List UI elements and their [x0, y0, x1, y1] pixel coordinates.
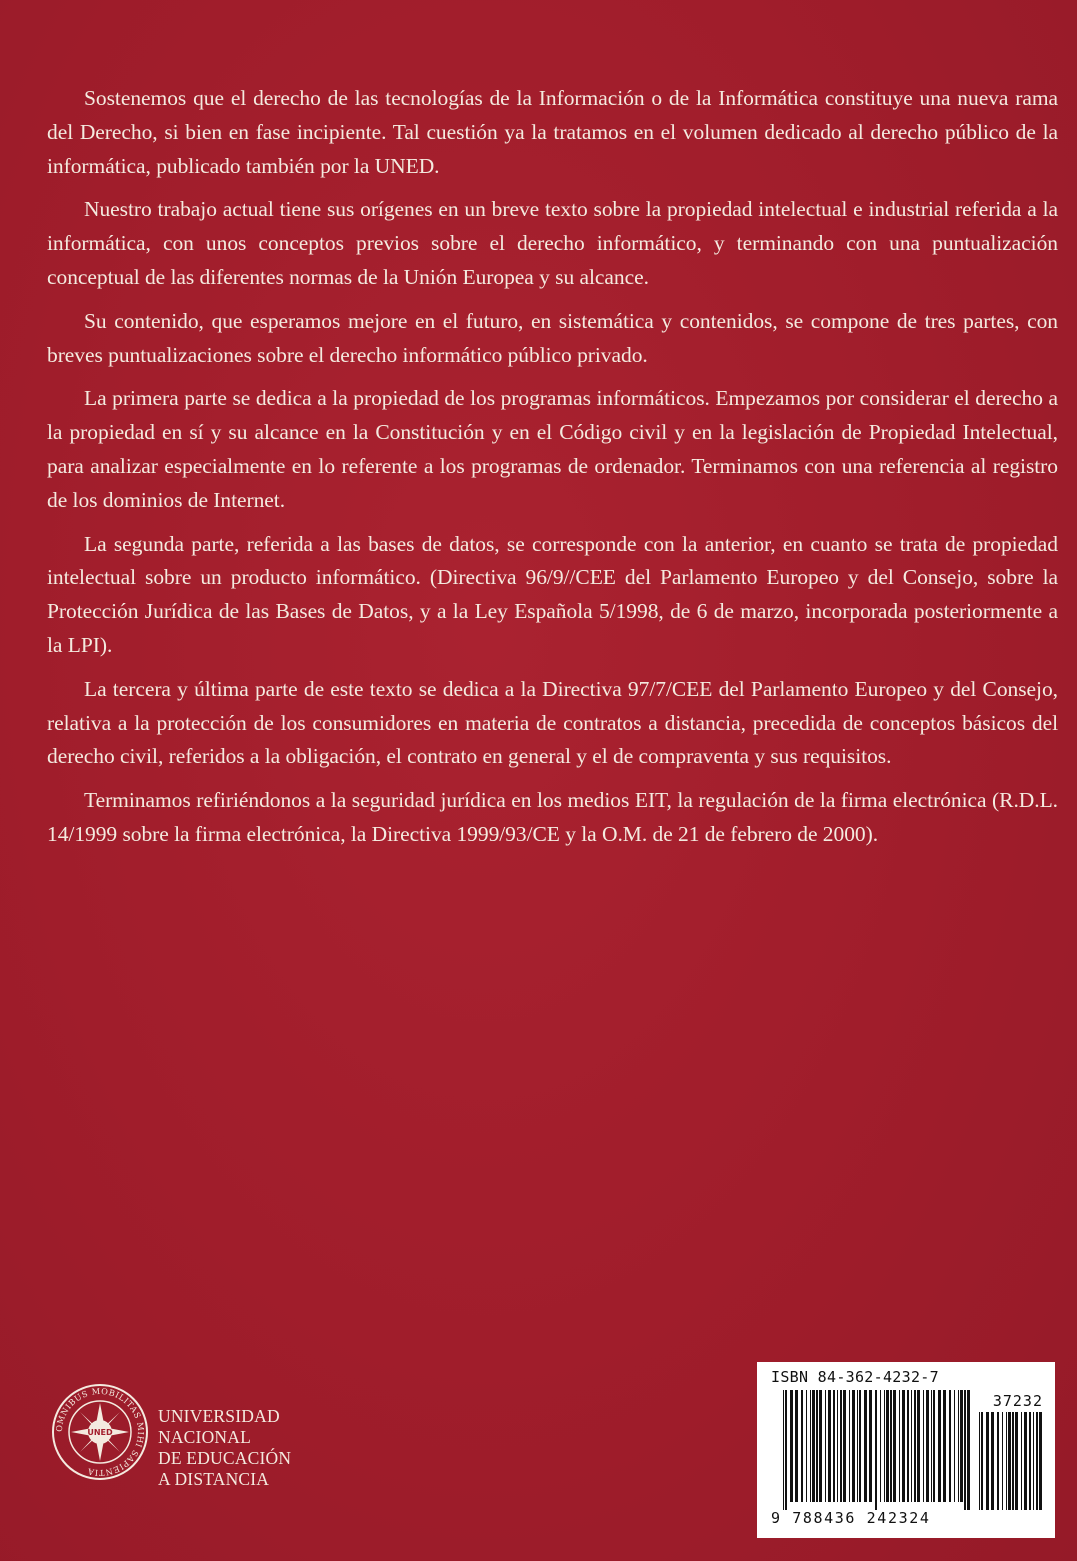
blurb-text — [47, 82, 1058, 862]
barcode-bar — [890, 1390, 892, 1502]
barcode-bar — [926, 1390, 929, 1502]
barcode-bar — [958, 1390, 959, 1502]
barcode-bar — [810, 1390, 811, 1502]
barcode-bar — [880, 1390, 881, 1502]
barcode-bar — [884, 1390, 885, 1502]
barcode-bar — [886, 1390, 889, 1502]
blurb-paragraph-3: Su contenido, que esperamos mejore en el futuro, en sistemática y contenidos, se compone de tres partes, con breves puntualizaciones sobre el derecho informático público privado. — [47, 308, 1058, 367]
barcode-bar — [1006, 1412, 1007, 1510]
blurb-paragraph-4: La primera parte se dedica a la propiedad de los programas informáticos. Empezamos por considerar el derecho a la propiedad en sí y su alcance en la Constitución y en el Código civil y en la legislación de Propiedad Intelectual, para analizar especialmente en lo referente a los programas de ordenador. Terminamos con una referencia al registro de los dominios de Internet. — [47, 386, 1058, 512]
barcode-bar — [864, 1390, 867, 1502]
barcode-bar — [1002, 1412, 1003, 1510]
barcode-bar — [790, 1390, 793, 1502]
barcode-bar — [914, 1390, 916, 1502]
blurb-paragraph-6: La tercera y última parte de este texto se dedica a la Directiva 97/7/CEE del Parlamento Europeo y del Consejo, relativa a la protección de los consumidores en materia de contratos a distancia, precedida de conceptos básicos del derecho civil, referidos a la obligación, el contrato en general y el de compraventa y sus requisitos. — [47, 676, 1058, 769]
barcode-bar — [837, 1390, 838, 1502]
barcode-bar — [869, 1390, 872, 1502]
barcode-addon-digits: 37232 — [992, 1392, 1043, 1410]
barcode-bar — [1039, 1412, 1042, 1510]
barcode-bar — [954, 1390, 955, 1502]
barcode-bar — [938, 1390, 941, 1502]
barcode-bar — [917, 1390, 920, 1502]
barcode-bar — [783, 1390, 784, 1510]
barcode-bar — [943, 1390, 946, 1502]
barcode-bar — [1015, 1412, 1018, 1510]
barcode-bar — [857, 1390, 858, 1502]
barcode-bar — [840, 1390, 842, 1502]
publisher-name — [158, 1406, 291, 1490]
barcode-bar — [812, 1390, 815, 1502]
publisher-line-4: A DISTANCIA — [158, 1469, 270, 1489]
barcode-bar — [875, 1390, 877, 1510]
barcode-bar — [828, 1390, 831, 1502]
barcode-bar — [1008, 1412, 1011, 1510]
publisher-logo — [50, 1382, 330, 1502]
barcode-bar — [852, 1390, 855, 1502]
barcode-bar — [933, 1390, 935, 1502]
barcode-bar — [795, 1390, 798, 1502]
barcode-bar — [1021, 1412, 1022, 1510]
seal-initials: UNED — [87, 1428, 113, 1437]
barcode-bar — [1036, 1412, 1038, 1510]
barcode-bar — [833, 1390, 835, 1502]
barcode-bar — [902, 1390, 905, 1502]
barcode-bar — [960, 1390, 963, 1502]
barcode-bar — [801, 1390, 803, 1502]
blurb-paragraph-5: La segunda parte, referida a las bases de datos, se corresponde con la anterior, en cuanto se trata de propiedad intelectual sobre un producto informático. (Directiva 96/9//CEE del Parlamento Europeo y del Consejo, sobre la Protección Jurídica de las Bases de Datos, y a la Ley Española 5/1998, de 6 de marzo, incorporada posteriormente a la LPI). — [47, 531, 1058, 657]
barcode-bar — [1012, 1412, 1014, 1510]
barcode-bar — [979, 1412, 980, 1510]
barcode-bar — [964, 1390, 966, 1510]
blurb-paragraph-1: Sostenemos que el derecho de las tecnologías de la Información o de la Informática constituye una nueva rama del Derecho, si bien en fase incipiente. Tal cuestión ya la tratamos en el volumen dedicado al derecho público de la informática, publicado también por la UNED. — [47, 86, 1058, 178]
ean-digits: 9 788436 242324 — [771, 1509, 931, 1527]
publisher-line-3: DE EDUCACIÓN — [158, 1448, 292, 1468]
barcode-bar — [1029, 1412, 1031, 1510]
publisher-line-2: NACIONAL — [158, 1427, 251, 1447]
barcode-bar — [849, 1390, 850, 1502]
publisher-line-1: UNIVERSIDAD — [158, 1406, 280, 1426]
barcode-bar — [1033, 1412, 1034, 1510]
barcode-bar — [931, 1390, 932, 1502]
barcode-bar — [911, 1390, 912, 1502]
barcode-bar — [991, 1412, 994, 1510]
barcode-bar — [843, 1390, 846, 1502]
barcode-bar — [981, 1412, 983, 1510]
barcode-bar — [893, 1390, 896, 1502]
barcode-bar — [986, 1412, 989, 1510]
barcode-bar — [907, 1390, 909, 1502]
seal-motto: OMNIBUS MOBILITAS MIHI SAPIENTIA — [53, 1385, 147, 1479]
barcode-bar — [997, 1412, 999, 1510]
barcode-bar — [806, 1390, 807, 1502]
barcode-bar — [899, 1390, 900, 1502]
university-seal-icon — [50, 1382, 150, 1482]
barcode-bar — [785, 1390, 787, 1510]
barcode-bar — [967, 1390, 970, 1510]
barcode-bar — [816, 1390, 818, 1502]
blurb-paragraph-2: Nuestro trabajo actual tiene sus orígenes en un breve texto sobre la propiedad intelectual e industrial referida a la informática, con unos conceptos previos sobre el derecho informático, y terminando con una puntualización conceptual de las diferentes normas de la Unión Europea y su alcance. — [47, 197, 1058, 289]
barcode-label — [757, 1362, 1055, 1538]
barcode-bar — [923, 1390, 924, 1502]
isbn-number: ISBN 84-362-4232-7 — [771, 1368, 939, 1386]
barcode-bar — [825, 1390, 826, 1502]
barcode-bar — [949, 1390, 951, 1502]
barcode-bar — [859, 1390, 861, 1502]
blurb-paragraph-7: Terminamos refiriéndonos a la seguridad jurídica en los medios EIT, la regulación de la firma electrónica (R.D.L. 14/1999 sobre la firma electrónica, la Directiva 1999/93/CE y la O.M. de 21 de febrero de 2000). — [47, 788, 1058, 846]
barcode-bar — [1024, 1412, 1027, 1510]
barcode-bar — [819, 1390, 822, 1502]
